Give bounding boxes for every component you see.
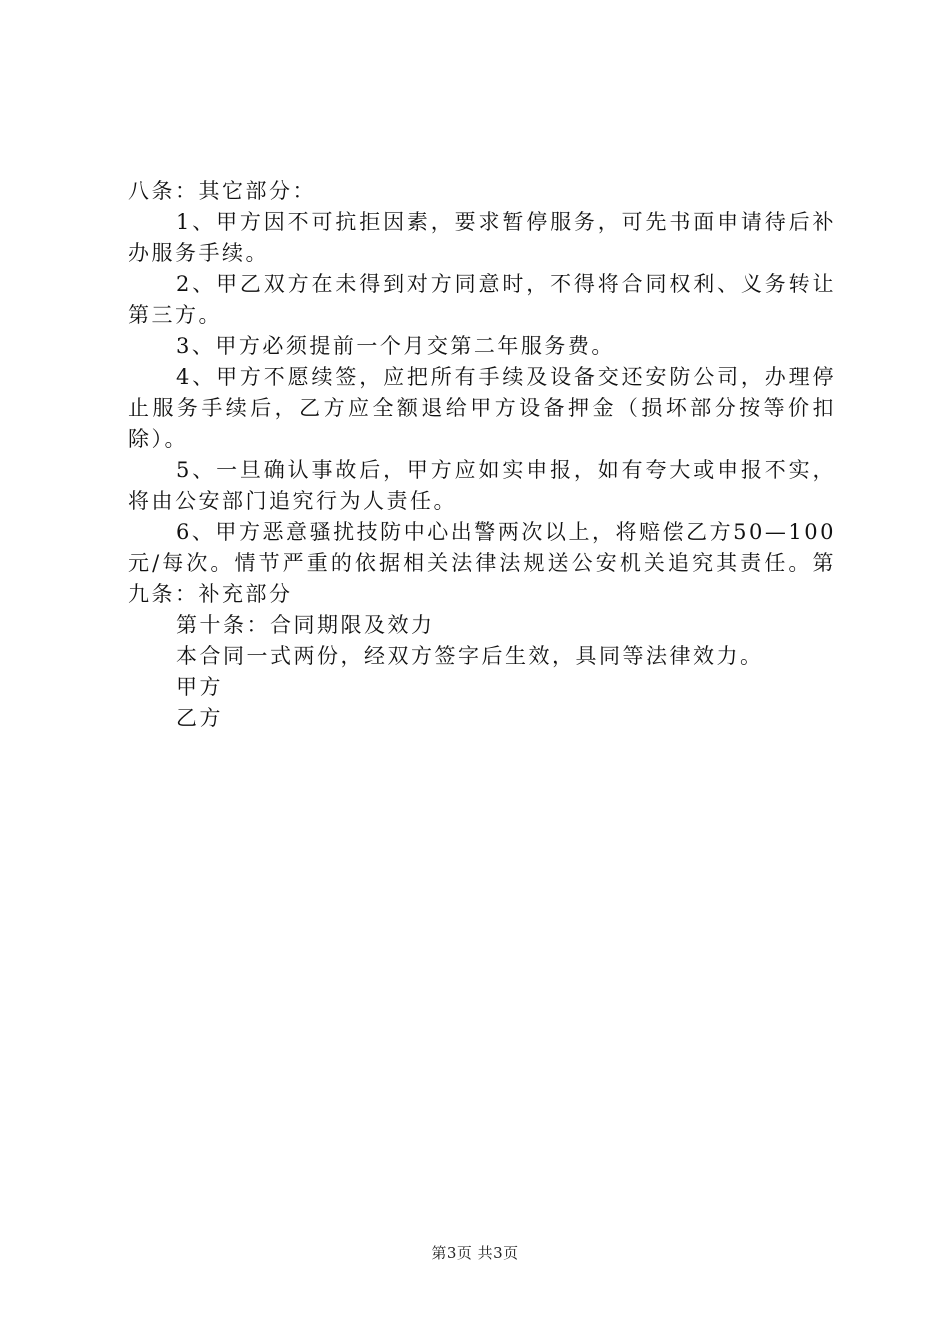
party-a-signature-label: 甲方	[176, 675, 223, 699]
clause-5: 5、一旦确认事故后，甲方应如实申报，如有夸大或申报不实，将由公安部门追究行为人责任。	[128, 458, 836, 513]
contract-validity-text: 本合同一式两份，经双方签字后生效，具同等法律效力。	[176, 644, 764, 668]
party-b-signature-label: 乙方	[176, 706, 223, 730]
section-heading-article-10: 第十条：合同期限及效力	[176, 613, 435, 637]
page-number-footer: 第3页 共3页	[431, 1244, 519, 1262]
section-heading-article-8: 八条：其它部分：	[128, 179, 316, 203]
clause-3: 3、甲方必须提前一个月交第二年服务费。	[176, 334, 615, 358]
clause-6: 6、甲方恶意骚扰技防中心出警两次以上，将赔偿乙方50—100元/每次。情节严重的依据相关法律法规送公安机关追究其责任。第九条：补充部分	[128, 520, 836, 606]
clause-2: 2、甲乙双方在未得到对方同意时，不得将合同权利、义务转让第三方。	[128, 272, 836, 327]
clause-1: 1、甲方因不可抗拒因素，要求暂停服务，可先书面申请待后补办服务手续。	[128, 210, 836, 265]
clause-4: 4、甲方不愿续签，应把所有手续及设备交还安防公司，办理停止服务手续后，乙方应全额退给甲方设备押金（损坏部分按等价扣除）。	[128, 365, 836, 451]
document-body	[128, 176, 836, 734]
